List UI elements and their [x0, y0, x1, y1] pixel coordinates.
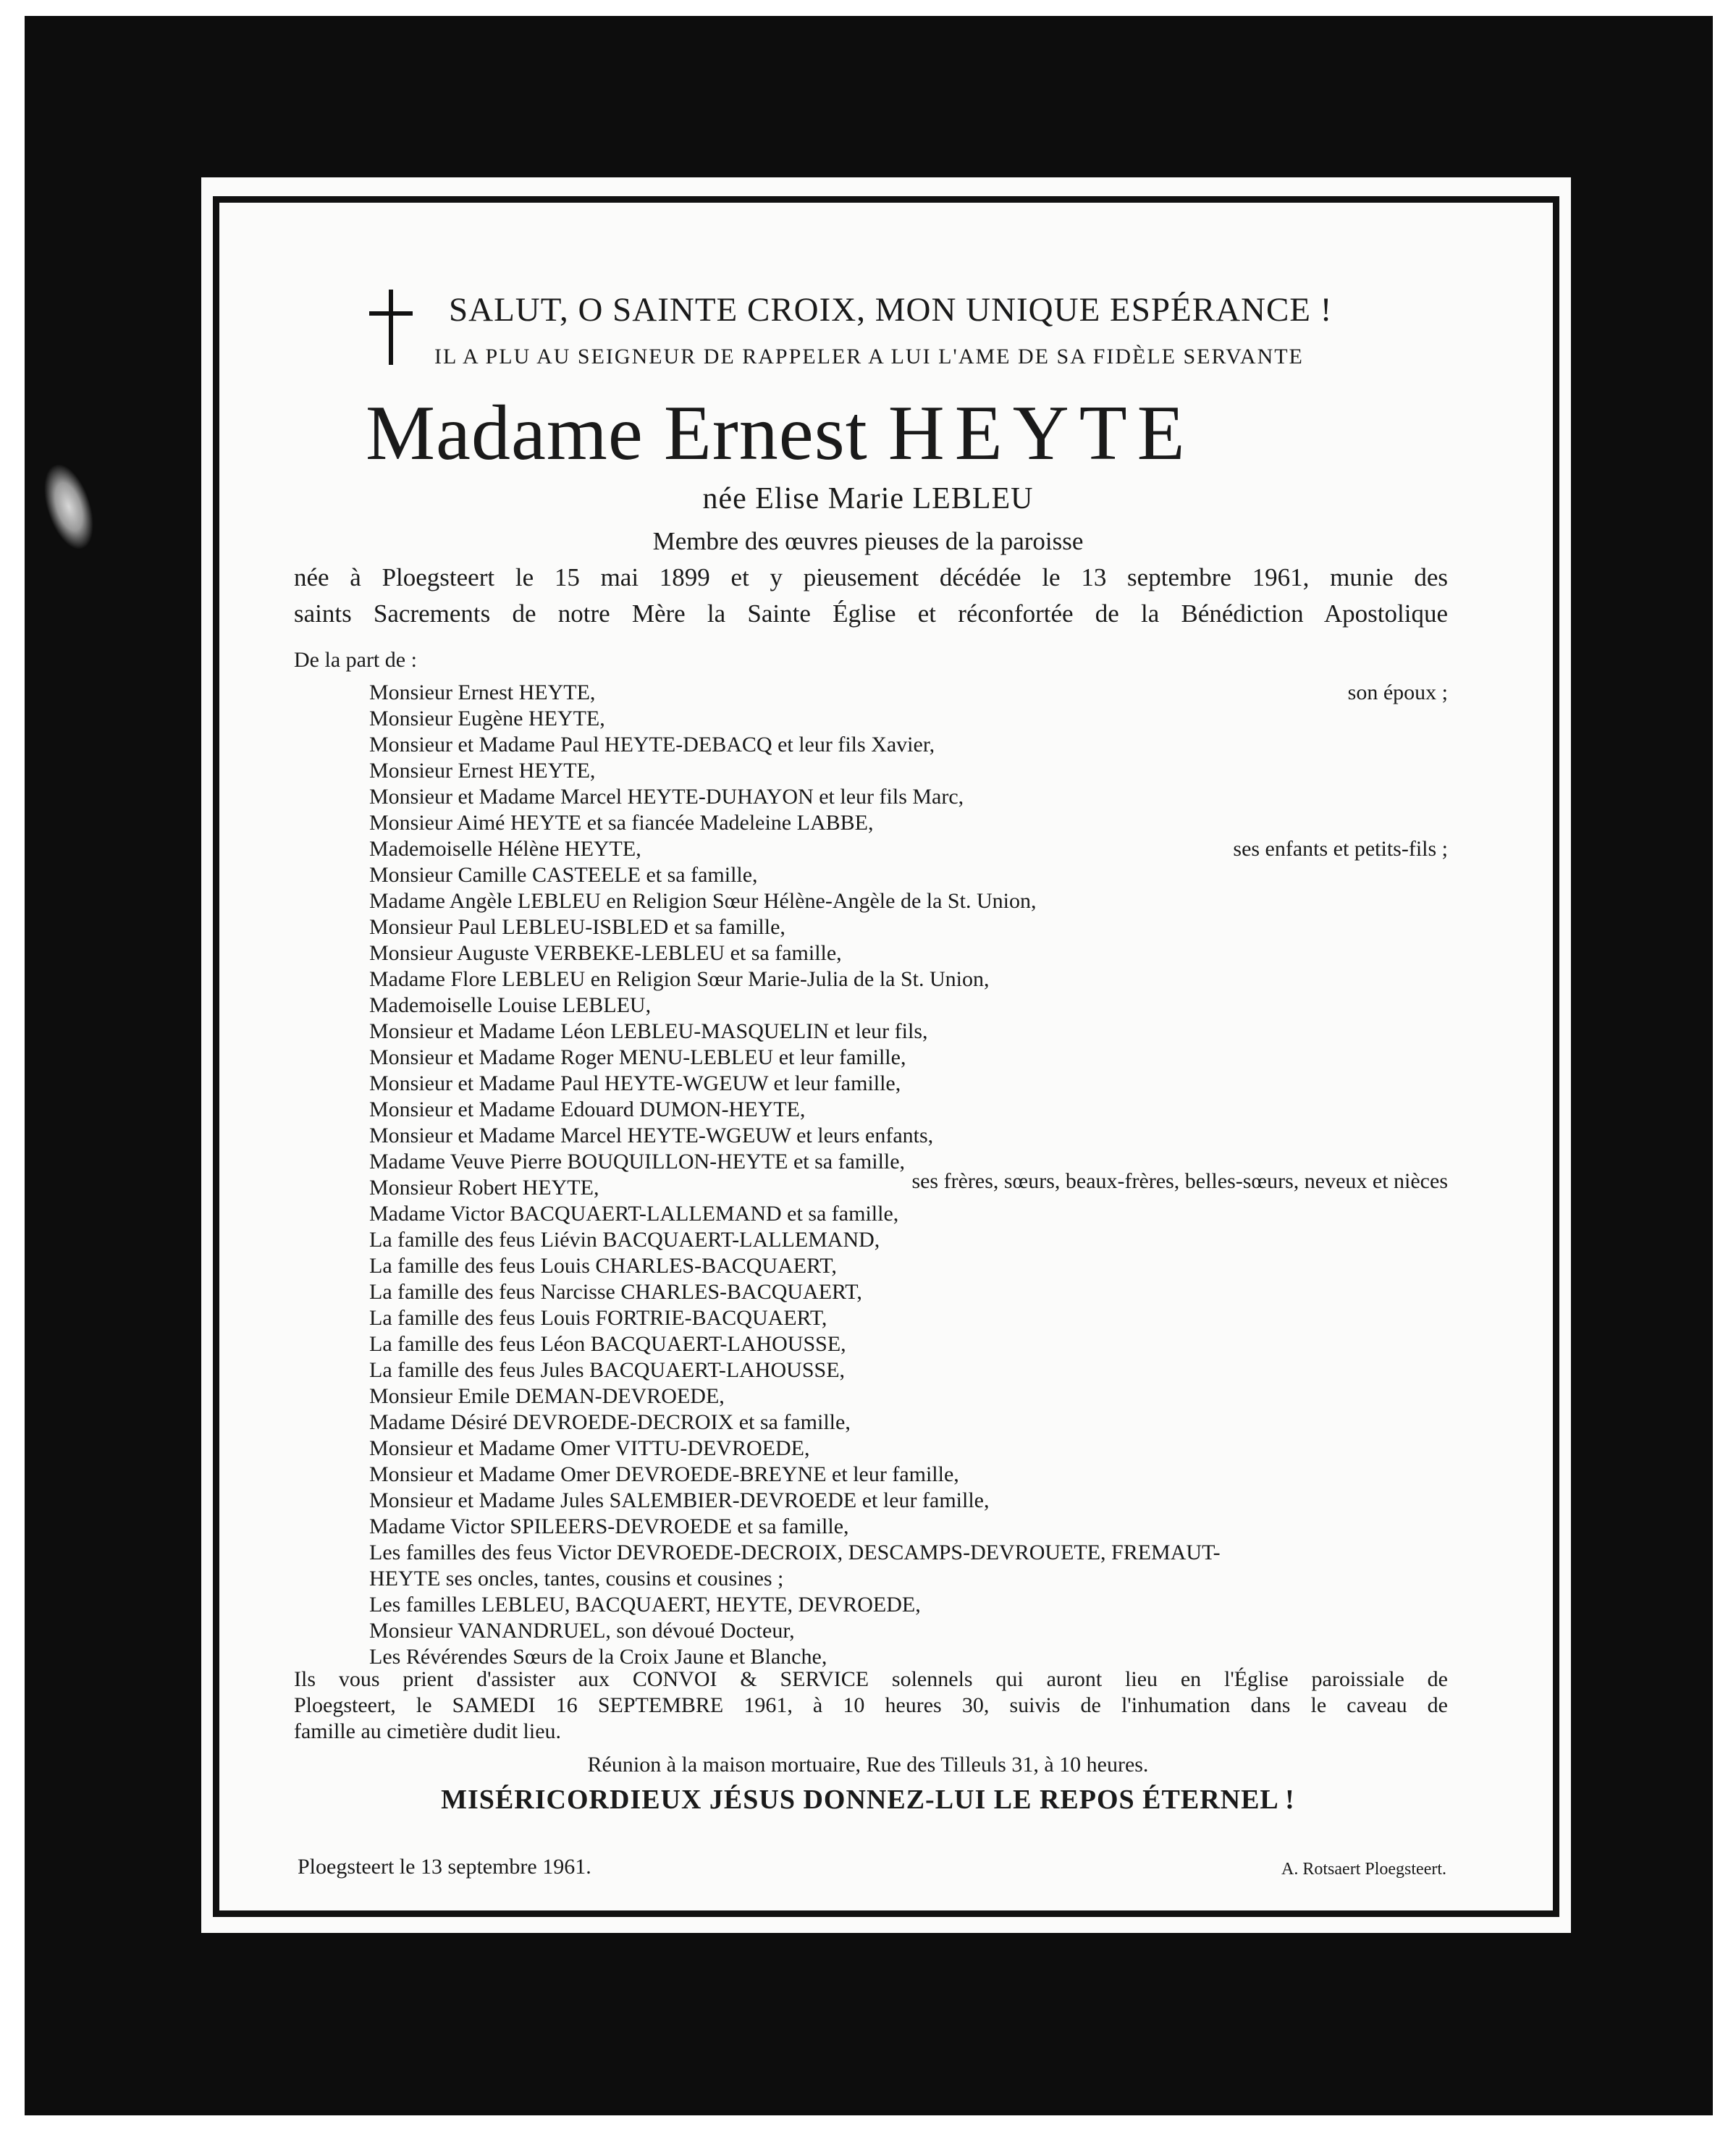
relation-siblings: ses frères, sœurs, beaux-frères, belles-sœurs, neveux et nièces: [911, 1169, 1448, 1193]
birth-name: née Elise Marie LEBLEU: [702, 482, 1034, 515]
details-line-2: saints Sacrements de notre Mère la Sainte Église et réconfortée de la Bénédiction Apostolique: [294, 599, 1448, 628]
mourner-line: La famille des feus Louis CHARLES-BACQUAERT,: [369, 1254, 837, 1278]
cross-icon: [369, 290, 413, 369]
reunion-line: Réunion à la maison mortuaire, Rue des Tilleuls 31, à 10 heures.: [587, 1753, 1149, 1777]
mourner-line: La famille des feus Léon BACQUAERT-LAHOUSSE,: [369, 1332, 846, 1356]
mourner-line: Madame Victor BACQUAERT-LALLEMAND et sa famille,: [369, 1202, 899, 1226]
details-line-1: née à Ploegsteert le 15 mai 1899 et y pieusement décédée le 13 septembre 1961, munie des: [294, 563, 1448, 591]
mourner-line: Monsieur Ernest HEYTE,: [369, 681, 596, 704]
mourner-line: La famille des feus Louis FORTRIE-BACQUAERT,: [369, 1306, 827, 1330]
relation-spouse: son époux ;: [1347, 681, 1448, 704]
mourner-line: Monsieur et Madame Omer VITTU-DEVROEDE,: [369, 1436, 810, 1460]
mourner-line: Monsieur et Madame Omer DEVROEDE-BREYNE et leur famille,: [369, 1462, 959, 1486]
mourner-line: Madame Victor SPILEERS-DEVROEDE et sa famille,: [369, 1514, 849, 1538]
mourner-line: Monsieur Camille CASTEELE et sa famille,: [369, 863, 758, 887]
mourner-line: Madame Veuve Pierre BOUQUILLON-HEYTE et sa famille,: [369, 1150, 906, 1174]
service-line-2: Ploegsteert, le SAMEDI 16 SEPTEMBRE 1961, à 10 heures 30, suivis de l'inhumation dans le caveau de: [294, 1693, 1448, 1717]
mourner-line: Monsieur et Madame Jules SALEMBIER-DEVROEDE et leur famille,: [369, 1488, 990, 1512]
mourner-line: Monsieur et Madame Marcel HEYTE-DUHAYON et leur fils Marc,: [369, 785, 964, 809]
service-line-3: famille au cimetière dudit lieu.: [294, 1719, 562, 1743]
mourner-line: Madame Angèle LEBLEU en Religion Sœur Hélène-Angèle de la St. Union,: [369, 889, 1037, 913]
role-line: Membre des œuvres pieuses de la paroisse: [652, 527, 1084, 555]
mourner-line: Monsieur Robert HEYTE,: [369, 1176, 599, 1200]
mourner-line: Madame Désiré DEVROEDE-DECROIX et sa famille,: [369, 1410, 851, 1434]
mourner-line: Monsieur et Madame Marcel HEYTE-WGEUW et leurs enfants,: [369, 1124, 934, 1147]
mourner-line: Mademoiselle Louise LEBLEU,: [369, 993, 652, 1017]
deceased-name: [366, 390, 1195, 476]
deceased-title-name: Madame Ernest: [366, 390, 868, 476]
mourner-line: Monsieur Emile DEMAN-DEVROEDE,: [369, 1384, 725, 1408]
mourners-intro: De la part de :: [294, 648, 417, 672]
mourner-line: Monsieur et Madame Edouard DUMON-HEYTE,: [369, 1097, 806, 1121]
mourner-line: Les familles LEBLEU, BACQUAERT, HEYTE, DEVROEDE,: [369, 1593, 921, 1617]
mourner-line: Mademoiselle Hélène HEYTE,: [369, 837, 641, 861]
printer-credit: A. Rotsaert Ploegsteert.: [1281, 1860, 1446, 1879]
closing-prayer: MISÉRICORDIEUX JÉSUS DONNEZ-LUI LE REPOS ÉTERNEL !: [441, 1785, 1295, 1815]
relation-children: ses enfants et petits-fils ;: [1233, 837, 1448, 861]
mourner-line: Monsieur Paul LEBLEU-ISBLED et sa famille,: [369, 915, 785, 939]
mourner-line: Monsieur Aimé HEYTE et sa fiancée Madeleine LABBE,: [369, 811, 874, 835]
mourner-line: HEYTE ses oncles, tantes, cousins et cousines ;: [369, 1567, 784, 1590]
service-line-1: Ils vous prient d'assister aux CONVOI & SERVICE solennels qui auront lieu en l'Église paroissiale de: [294, 1667, 1448, 1691]
announcement-line: IL A PLU AU SEIGNEUR DE RAPPELER A LUI L'AME DE SA FIDÈLE SERVANTE: [434, 345, 1304, 368]
mourner-line: Les familles des feus Victor DEVROEDE-DECROIX, DESCAMPS-DEVROUETE, FREMAUT-: [369, 1541, 1221, 1564]
deceased-surname: HEYTE: [888, 390, 1195, 476]
mourner-line: Madame Flore LEBLEU en Religion Sœur Marie-Julia de la St. Union,: [369, 967, 990, 991]
place-date: Ploegsteert le 13 septembre 1961.: [298, 1855, 591, 1879]
mourner-line: La famille des feus Narcisse CHARLES-BACQUAERT,: [369, 1280, 862, 1304]
mourner-line: Monsieur et Madame Paul HEYTE-DEBACQ et leur fils Xavier,: [369, 733, 935, 757]
mourner-line: Monsieur Auguste VERBEKE-LEBLEU et sa famille,: [369, 941, 842, 965]
mourner-line: Monsieur VANANDRUEL, son dévoué Docteur,: [369, 1619, 795, 1643]
mourner-line: Les Révérendes Sœurs de la Croix Jaune et Blanche,: [369, 1645, 827, 1669]
mourner-line: Monsieur Eugène HEYTE,: [369, 707, 605, 730]
mourner-line: Monsieur et Madame Léon LEBLEU-MASQUELIN et leur fils,: [369, 1019, 928, 1043]
mourner-line: Monsieur Ernest HEYTE,: [369, 759, 596, 783]
mourner-line: La famille des feus Liévin BACQUAERT-LALLEMAND,: [369, 1228, 880, 1252]
mourner-line: Monsieur et Madame Paul HEYTE-WGEUW et leur famille,: [369, 1071, 901, 1095]
invocation-heading: SALUT, O SAINTE CROIX, MON UNIQUE ESPÉRANCE !: [449, 291, 1333, 329]
mourner-line: La famille des feus Jules BACQUAERT-LAHOUSSE,: [369, 1358, 846, 1382]
mourner-line: Monsieur et Madame Roger MENU-LEBLEU et leur famille,: [369, 1045, 906, 1069]
